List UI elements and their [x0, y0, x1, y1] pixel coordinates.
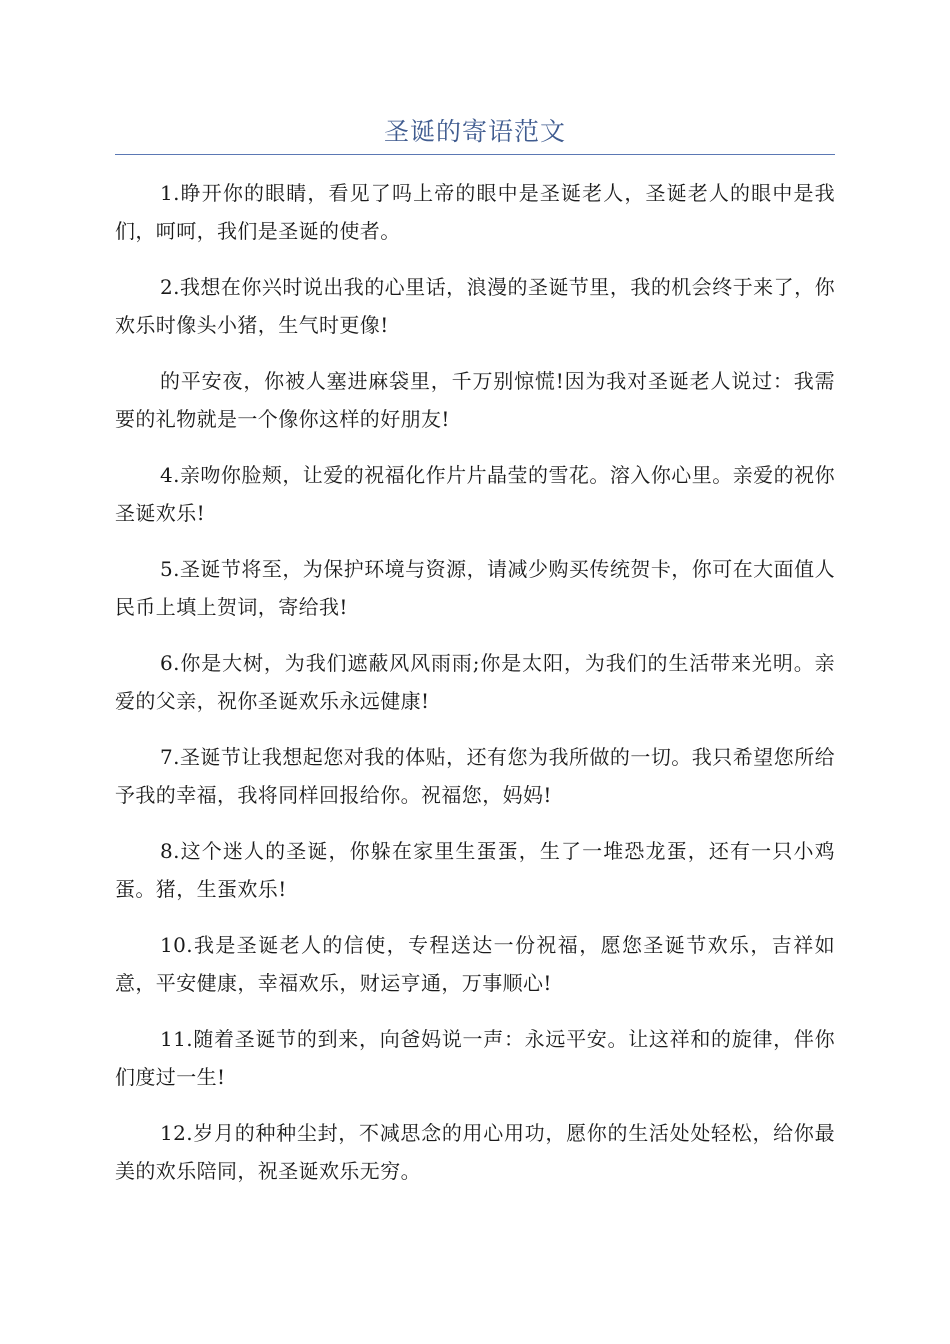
document-body	[115, 174, 835, 1208]
paragraph-6: 6.你是大树，为我们遮蔽风风雨雨;你是太阳，为我们的生活带来光明。亲爱的父亲，祝你圣诞欢乐永远健康!	[115, 651, 835, 713]
paragraph-3: 的平安夜，你被人塞进麻袋里，千万别惊慌!因为我对圣诞老人说过：我需要的礼物就是一个像你这样的好朋友!	[115, 369, 835, 431]
paragraph-7: 7.圣诞节让我想起您对我的体贴，还有您为我所做的一切。我只希望您所给予我的幸福，我将同样回报给你。祝福您，妈妈!	[115, 745, 835, 807]
paragraph-1: 1.睁开你的眼睛，看见了吗上帝的眼中是圣诞老人，圣诞老人的眼中是我们，呵呵，我们是圣诞的使者。	[115, 181, 835, 243]
paragraph-9: 10.我是圣诞老人的信使，专程送达一份祝福，愿您圣诞节欢乐，吉祥如意，平安健康，幸福欢乐，财运亨通，万事顺心!	[115, 933, 835, 995]
document-title: 圣诞的寄语范文	[383, 117, 566, 146]
paragraph-2: 2.我想在你兴时说出我的心里话，浪漫的圣诞节里，我的机会终于来了，你欢乐时像头小猪，生气时更像!	[115, 275, 835, 337]
title-underline	[115, 154, 835, 155]
paragraph-11: 12.岁月的种种尘封，不减思念的用心用功，愿你的生活处处轻松，给你最美的欢乐陪同，祝圣诞欢乐无穷。	[115, 1121, 835, 1183]
paragraph-10: 11.随着圣诞节的到来，向爸妈说一声：永远平安。让这祥和的旋律，伴你们度过一生!	[115, 1027, 835, 1089]
paragraph-8: 8.这个迷人的圣诞，你躲在家里生蛋蛋，生了一堆恐龙蛋，还有一只小鸡蛋。猪，生蛋欢乐!	[115, 839, 835, 901]
paragraph-5: 5.圣诞节将至，为保护环境与资源，请减少购买传统贺卡，你可在大面值人民币上填上贺词，寄给我!	[115, 557, 835, 619]
paragraph-4: 4.亲吻你脸颊，让爱的祝福化作片片晶莹的雪花。溶入你心里。亲爱的祝你圣诞欢乐!	[115, 463, 835, 525]
